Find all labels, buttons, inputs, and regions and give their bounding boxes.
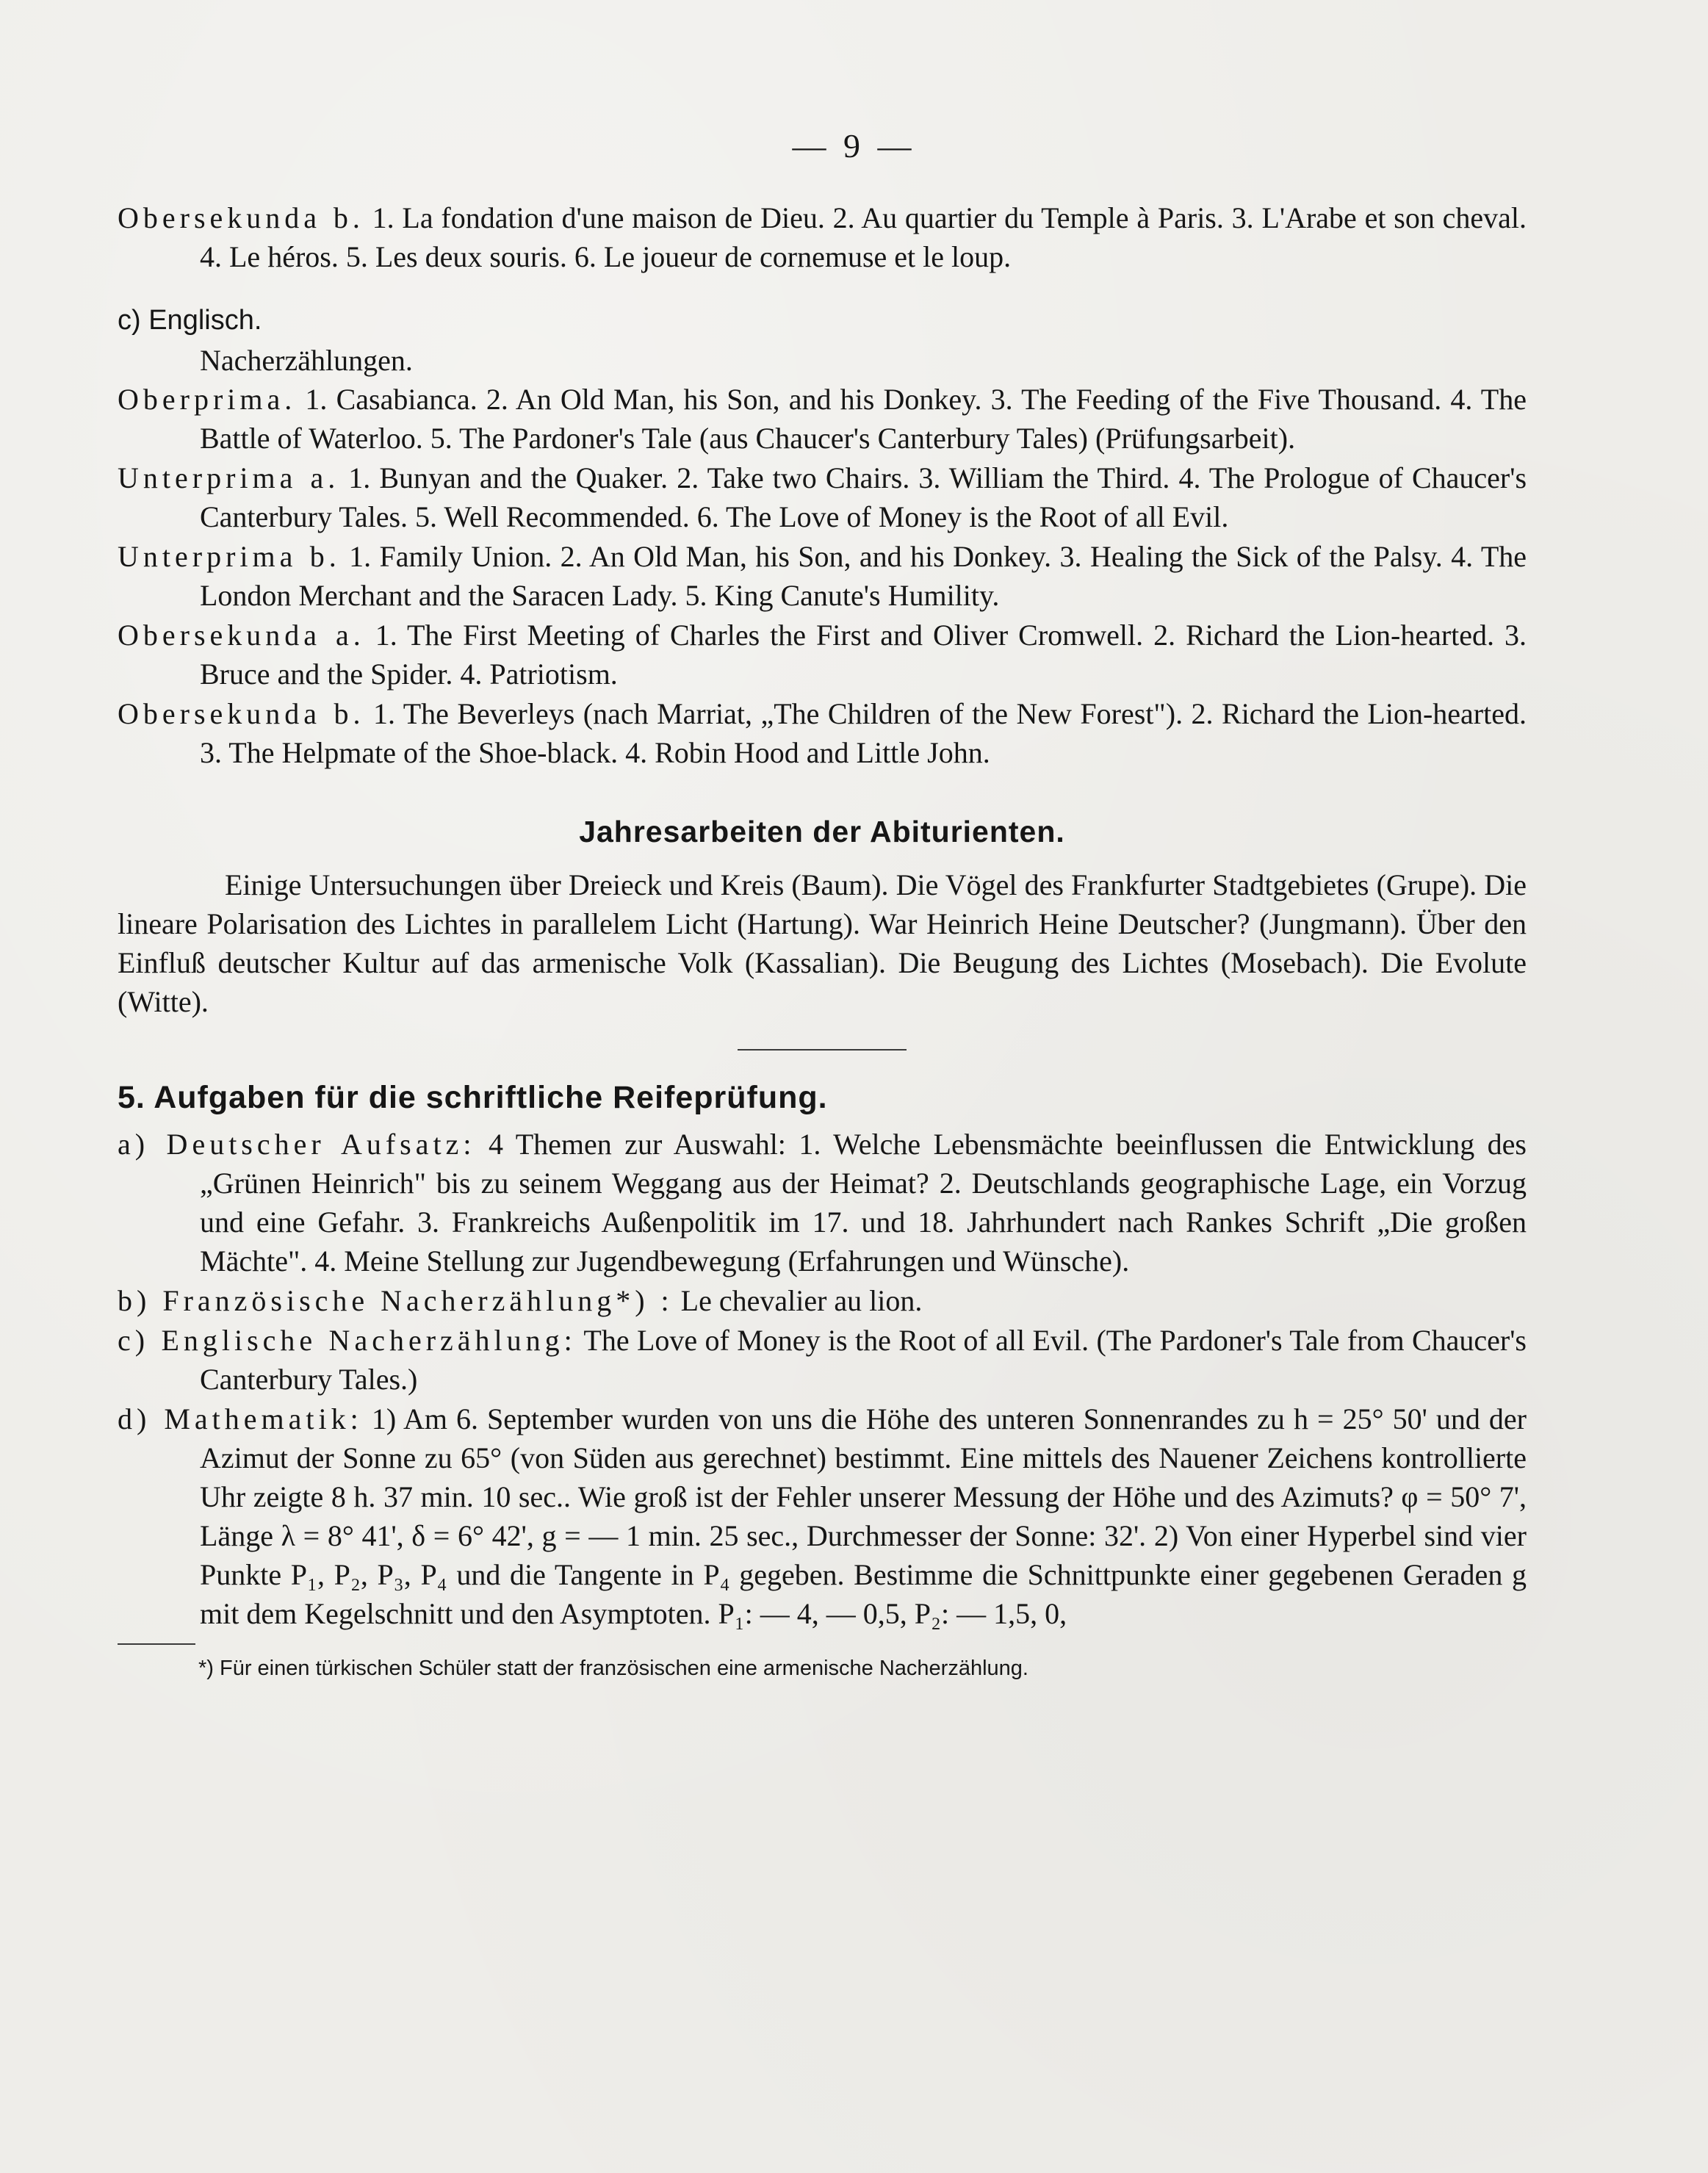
english-subheading: Nacherzählungen. — [200, 344, 413, 377]
aufgabe-franzoesisch — [118, 1281, 1527, 1320]
section-divider — [738, 1049, 907, 1051]
english-entry-oberprima — [118, 380, 1527, 458]
entry-label: Obersekunda b. — [118, 201, 364, 234]
footnote-rule — [118, 1643, 195, 1645]
entry-label: c) Englische Nacherzählung: — [118, 1324, 577, 1357]
english-entry-unterprima-b — [118, 537, 1527, 615]
entry-label: Oberprima. — [118, 383, 297, 416]
entry-text: 1. The First Meeting of Charles the First and Oliver Cromwell. 2. Richard the Lion-hearted. 3. Bruce and the Spider. 4. Patriotism. — [200, 619, 1527, 691]
french-entry-obersekunda-b — [118, 198, 1527, 276]
page-content — [118, 198, 1527, 1683]
entry-label: Unterprima a. — [118, 461, 340, 494]
english-entry-obersekunda-a — [118, 616, 1527, 693]
entry-label: Unterprima b. — [118, 540, 341, 573]
entry-text: 1. Casabianca. 2. An Old Man, his Son, and his Donkey. 3. The Feeding of the Five Thousand. 4. The Battle of Waterloo. 5. The Pardoner's Tale (aus Chaucer's Canterbury Tales) (Prüfungsarbeit). — [200, 383, 1527, 455]
entry-text: 1. Family Union. 2. An Old Man, his Son, and his Donkey. 3. Healing the Sick of the Palsy. 4. The London Merchant and the Saracen Lady. 5. King Canute's Humility. — [200, 540, 1527, 612]
entry-label: Obersekunda b. — [118, 697, 365, 730]
jahresarbeiten-text: Einige Untersuchungen über Dreieck und Kreis (Baum). Die Vögel des Frankfurter Stadtgebietes (Grupe). Die lineare Polarisation des Lichtes in parallelem Licht (Hartung). War Heinrich Heine Deutscher? (Jungmann). Über den Einfluß deutscher Kultur auf das armenische Volk (Kassalian). Die Beugung des Lichtes (Mosebach). Die Evolute (Witte). — [118, 868, 1527, 1018]
entry-text: Le chevalier au lion. — [680, 1284, 923, 1317]
english-heading: c) Englisch. — [118, 305, 262, 336]
entry-text: 4 Themen zur Auswahl: 1. Welche Lebensmächte beeinflussen die Entwicklung des „Grünen Heinrich" bis zu seinem Weggang aus der Heimat? 2. Deutschlands geographische Lage, ein Vorzug und eine Gefahr. 3. Frankreichs Außenpolitik im 17. und 18. Jahrhundert nach Rankes Schrift „Die großen Mächte". 4. Meine Stellung zur Jugendbewegung (Erfahrungen und Wünsche). — [200, 1128, 1527, 1278]
aufgabe-englisch — [118, 1321, 1527, 1399]
entry-label: Obersekunda a. — [118, 619, 365, 652]
entry-text: 1. La fondation d'une maison de Dieu. 2. Au quartier du Temple à Paris. 3. L'Arabe et son cheval. 4. Le héros. 5. Les deux souris. 6. Le joueur de cornemuse et le loup. — [200, 201, 1527, 273]
footnote: *) Für einen türkischen Schüler statt der französischen eine armenische Nacherzählung. — [198, 1657, 1028, 1680]
jahresarbeiten-title: Jahresarbeiten der Abiturienten. — [579, 815, 1065, 848]
english-entry-unterprima-a — [118, 458, 1527, 536]
entry-text: 1. The Beverleys (nach Marriat, „The Children of the New Forest"). 2. Richard the Lion-hearted. 3. The Helpmate of the Shoe-black. 4. Robin Hood and Little John. — [200, 697, 1527, 769]
aufgaben-title: 5. Aufgaben für die schriftliche Reifeprüfung. — [118, 1080, 828, 1115]
entry-text: 1) Am 6. September wurden von uns die Höhe des unteren Sonnenrandes zu h = 25° 50' und der Azimut der Sonne zu 65° (von Süden aus gerechnet) bestimmt. Eine mittels des Nauener Zeichens kontrollierte Uhr zeigte 8 h. 37 min. 10 sec.. Wie groß ist der Fehler unserer Messung der Höhe und des Azimuts? φ = 50° 7', Länge λ = 8° 41', δ = 6° 42', g = — 1 min. 25 sec., Durchmesser der Sonne: 32'. 2) Von einer Hyperbel sind vier Punkte P₁, P₂, P₃, P₄ und die Tangente in P₄ gegeben. Bestimme die Schnittpunkte einer gegebenen Geraden g mit dem Kegelschnitt und den Asymptoten. P₁: — 4, — 0,5, P₂: — 1,5, 0, — [200, 1402, 1527, 1630]
entry-text: The Love of Money is the Root of all Evil. (The Pardoner's Tale from Chaucer's Canterbury Tales.) — [200, 1324, 1527, 1396]
aufgabe-mathematik — [118, 1399, 1527, 1633]
page-number: — 9 — — [792, 127, 916, 165]
entry-label: b) Französische Nacherzählung*) : — [118, 1284, 674, 1317]
entry-label: d) Mathematik: — [118, 1402, 363, 1435]
aufgabe-deutsch — [118, 1125, 1527, 1280]
entry-label: a) Deutscher Aufsatz: — [118, 1128, 476, 1161]
entry-text: 1. Bunyan and the Quaker. 2. Take two Chairs. 3. William the Third. 4. The Prologue of Chaucer's Canterbury Tales. 5. Well Recommended. 6. The Love of Money is the Root of all Evil. — [200, 461, 1527, 533]
english-entry-obersekunda-b — [118, 694, 1527, 772]
